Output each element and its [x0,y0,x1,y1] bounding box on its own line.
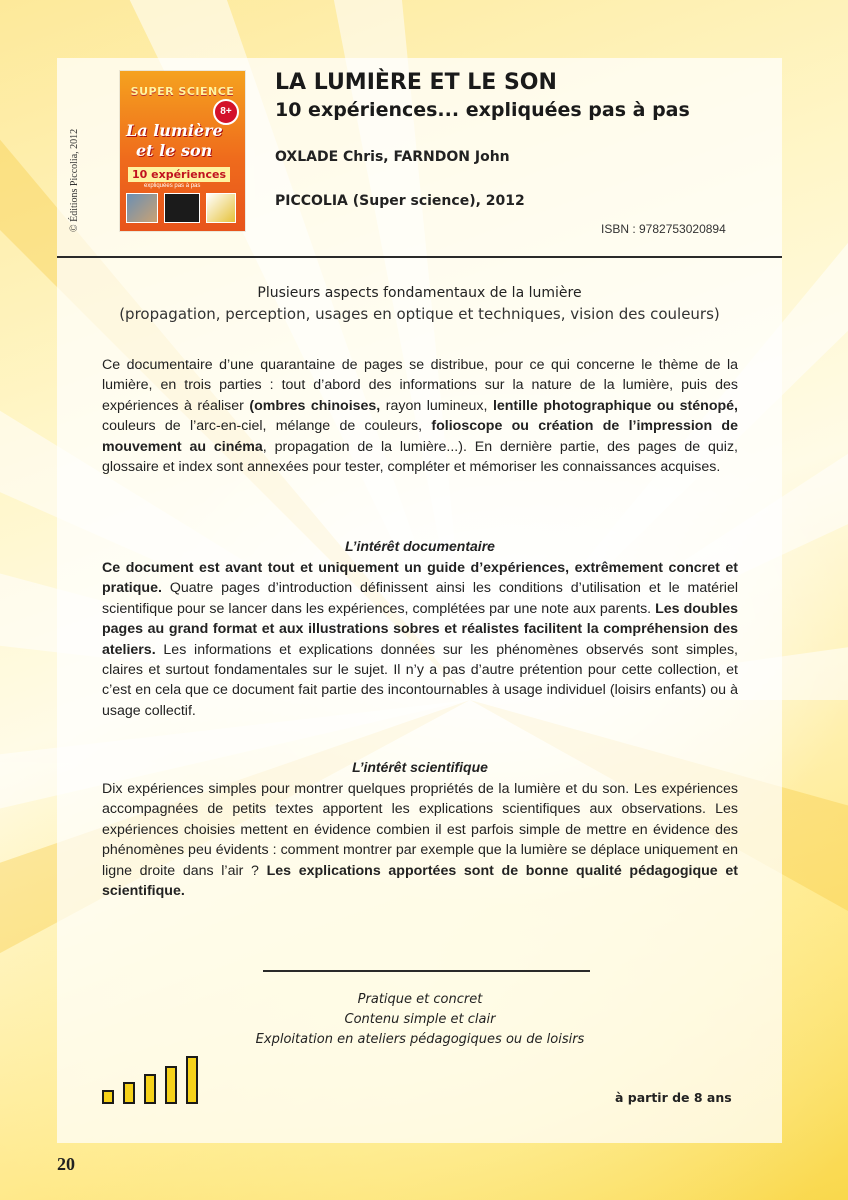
level-bar-1 [102,1090,114,1104]
documentary-bold-2: Les doubles pages au grand format et aux illustrations sobres et réalistes facilitent la compréhension des ateliers. [102,600,738,658]
documentary-text-1: Quatre pages d’introduction définissent ainsi les conditions d’utilisation et le matériel scientifique pour se lancer dans les expériences, complétées par une note aux parents. [102,580,738,617]
cover-title-line2: et le son [136,141,213,160]
summary-divider [263,970,590,972]
book-authors: OXLADE Chris, FARNDON John [275,149,510,165]
cover-title-line3: 10 expériences [128,167,230,182]
intro-text-3: couleurs de l’arc-en-ciel, mélange de couleurs, [102,418,432,435]
cover-photo-3 [206,193,236,223]
intro-bold-1: (ombres chinoises, [249,397,381,414]
scientific-text-1: Dix expériences simples pour montrer quelques propriétés de la lumière et du son. Les expériences accompagnées de petits textes apportent les explications scientifiques aux observations. Les expériences choisies mettent en évidence combien il est parfois simple de mettre en évidence des phénomènes peu évidents : comment montrer par exemple que la lumière se déplace uniquement en ligne droite dans l’air ? [102,781,738,879]
cover-age-badge: 8+ [213,99,239,125]
cover-series: SUPER SCIENCE [130,85,235,98]
summary-line-3: Exploitation en ateliers pédagogiques ou de loisirs [255,1032,585,1047]
scientific-heading: L’intérêt scientifique [352,759,488,775]
level-bar-5 [186,1056,198,1104]
level-bar-2 [123,1082,135,1104]
scientific-paragraph [102,779,738,901]
cover-photo-2 [164,193,200,223]
intro-paragraph [102,355,738,477]
level-bar-4 [165,1066,177,1104]
documentary-bold-1: Ce document est avant tout et uniquement un guide d’expériences, extrêmement concret et pratique. [102,560,738,597]
intro-bold-3: folioscope ou création de l’impression de mouvement au cinéma [102,418,738,455]
cover-title-line1: La lumière [126,121,223,140]
intro-text-2: rayon lumineux, [380,397,493,414]
age-range: à partir de 8 ans [615,1090,732,1105]
summary-line-2: Contenu simple et clair [344,1012,496,1027]
book-isbn: ISBN : 9782753020894 [601,222,726,236]
copyright-notice: © Éditions Piccolia, 2012 [69,128,80,232]
page-number: 20 [57,1154,75,1174]
intro-text-4: , propagation de la lumière...). En dernière partie, des pages de quiz, glossaire et index sont annexées pour tester, compléter et mémoriser les connaissances acquises. [102,438,738,476]
summary-line-1: Pratique et concret [357,992,483,1007]
cover-photo-1 [126,193,158,223]
header-divider [57,256,782,258]
documentary-text-2: Les informations et explications données sur les phénomènes observés sont simples, claires et surtout fondamentales sur le sujet. Il n’y a pas d’autre prétention pour cette collection, et c’est en cela que ce document fait partie des incontournables à usage individuel (loisirs enfants) ou à usage collectif. [102,641,738,719]
documentary-paragraph [102,558,738,721]
intro-bold-2: lentille photographique ou sténopé, [492,397,738,414]
book-publisher: PICCOLIA (Super science), 2012 [275,193,525,209]
level-indicator [102,1056,206,1104]
scientific-bold-1: Les explications apportées sont de bonne qualité pédagogique et scientifique. [102,862,738,900]
cover-title-line4: expliquées pas à pas [144,183,201,189]
section-subtitle: (propagation, perception, usages en optique et techniques, vision des couleurs) [119,305,720,323]
documentary-heading: L’intérêt documentaire [345,538,495,554]
book-cover-image [120,71,245,231]
intro-text-1: Ce documentaire d’une quarantaine de pages se distribue, pour ce qui concerne le thème de la lumière, en trois parties : tout d’abord des informations sur la nature de la lumière, puis des expériences à réaliser [102,357,738,414]
book-subtitle: 10 expériences... expliquées pas à pas [275,99,690,121]
level-bar-3 [144,1074,156,1104]
section-title: Plusieurs aspects fondamentaux de la lumière [257,285,582,301]
book-title: LA LUMIÈRE ET LE SON [275,70,557,95]
